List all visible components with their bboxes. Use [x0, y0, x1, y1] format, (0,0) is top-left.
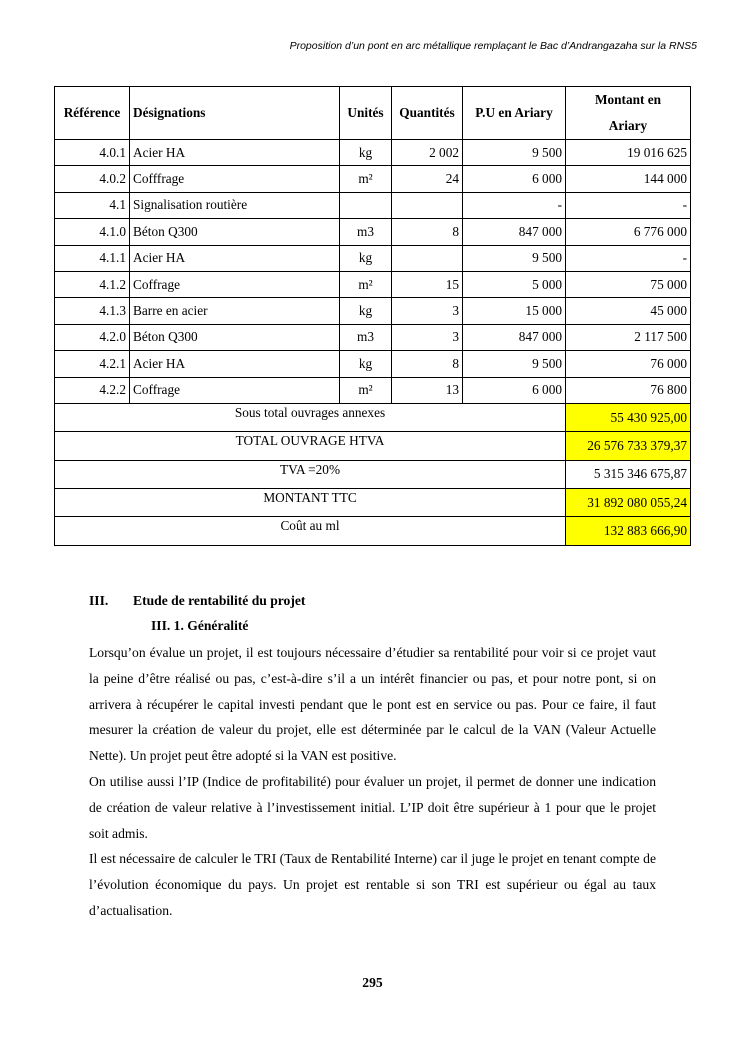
running-header: Proposition d’un pont en arc métallique remplaçant le Bac d’Andrangazaha sur la RNS5: [289, 40, 697, 52]
cell-amount: 19 016 625: [566, 140, 691, 166]
cell-designation: Signalisation routière: [130, 192, 340, 218]
summary-amount: 31 892 080 055,24: [566, 489, 691, 517]
paragraph: Il est nécessaire de calculer le TRI (Taux de Rentabilité Interne) car il juge le projet en tenant compte de l’évolution économique du pays. Un projet est rentable si son TRI est supérieur ou égal au taux d’actualisation.: [89, 851, 656, 918]
cell-unit: m3: [340, 219, 392, 245]
section-title: Etude de rentabilité du projet: [133, 593, 306, 608]
cell-quantity: 13: [392, 377, 463, 403]
table-row: [55, 351, 691, 377]
section-number: III.: [89, 593, 109, 608]
cell-quantity: 3: [392, 324, 463, 350]
cell-reference: 4.1.0: [55, 219, 130, 245]
table-row: [55, 298, 691, 324]
section-heading: [89, 593, 657, 609]
page-number: 295: [362, 975, 383, 990]
cell-quantity: [392, 245, 463, 271]
cell-unit: m²: [340, 166, 392, 192]
col-amount-line2: Ariary: [608, 118, 648, 133]
cell-unit: [340, 192, 392, 218]
cell-quantity: 3: [392, 298, 463, 324]
cell-reference: 4.0.2: [55, 166, 130, 192]
col-quantity: Quantités: [392, 87, 463, 140]
cell-amount: -: [566, 245, 691, 271]
body-text: [89, 640, 656, 924]
cell-unit: m²: [340, 271, 392, 297]
table-row: [55, 271, 691, 297]
summary-row: [55, 432, 691, 460]
summary-label: TOTAL OUVRAGE HTVA: [55, 432, 566, 460]
cell-reference: 4.1.2: [55, 271, 130, 297]
cell-amount: 76 800: [566, 377, 691, 403]
cell-amount: 2 117 500: [566, 324, 691, 350]
cell-designation: Coffrage: [130, 271, 340, 297]
cell-amount: 6 776 000: [566, 219, 691, 245]
cell-amount: -: [566, 192, 691, 218]
cell-unit-price: 847 000: [463, 324, 566, 350]
table-row: [55, 219, 691, 245]
cell-amount: 45 000: [566, 298, 691, 324]
summary-row: [55, 517, 691, 545]
summary-amount: 132 883 666,90: [566, 517, 691, 545]
cell-quantity: 8: [392, 219, 463, 245]
summary-label: TVA =20%: [55, 460, 566, 488]
cell-reference: 4.2.0: [55, 324, 130, 350]
cell-designation: Béton Q300: [130, 324, 340, 350]
table-row: [55, 245, 691, 271]
paragraph: On utilise aussi l’IP (Indice de profitabilité) pour évaluer un projet, il permet de donner une indication de création de valeur relative à l’investissement initial. L’IP doit être supérieur à 1 pour que le projet soit admis.: [89, 773, 656, 841]
cell-reference: 4.0.1: [55, 140, 130, 166]
cell-amount: 75 000: [566, 271, 691, 297]
cell-designation: Cofffrage: [130, 166, 340, 192]
cell-reference: 4.1: [55, 192, 130, 218]
summary-label: Coût au ml: [55, 517, 566, 545]
summary-label: MONTANT TTC: [55, 489, 566, 517]
cell-unit-price: 15 000: [463, 298, 566, 324]
cell-quantity: [392, 192, 463, 218]
cell-reference: 4.1.1: [55, 245, 130, 271]
summary-amount: 26 576 733 379,37: [566, 432, 691, 460]
cell-reference: 4.2.2: [55, 377, 130, 403]
table-header-row: [55, 87, 691, 140]
summary-row: [55, 403, 691, 431]
cell-designation: Acier HA: [130, 140, 340, 166]
paragraph: Lorsqu’on évalue un projet, il est toujours nécessaire d’étudier sa rentabilité pour voir si ce projet vaut la peine d’être réalisé ou pas, c’est-à-dire s’il a un intérêt financier ou pas, et pour notre pont, si on arrivera à récupérer le capital investi pendant que le pont est en service ou pas. Pour ce faire, il faut mesurer la création de valeur du projet, elle est déterminée par le calcul de la VAN (Valeur Actuelle Nette). Un projet peut être adopté si la VAN est positive.: [89, 645, 656, 764]
cell-unit: kg: [340, 245, 392, 271]
col-designation: Désignations: [130, 87, 340, 140]
cell-unit: kg: [340, 298, 392, 324]
cell-designation: Acier HA: [130, 245, 340, 271]
table-row: [55, 140, 691, 166]
cell-reference: 4.2.1: [55, 351, 130, 377]
summary-row: [55, 460, 691, 488]
cell-unit: kg: [340, 351, 392, 377]
cell-unit: kg: [340, 140, 392, 166]
cell-designation: Barre en acier: [130, 298, 340, 324]
table-row: [55, 192, 691, 218]
cell-amount: 76 000: [566, 351, 691, 377]
table-row: [55, 324, 691, 350]
summary-label: Sous total ouvrages annexes: [55, 403, 566, 431]
summary-row: [55, 489, 691, 517]
cell-unit-price: 6 000: [463, 166, 566, 192]
col-amount: [566, 87, 691, 140]
table-row: [55, 377, 691, 403]
cell-unit-price: 6 000: [463, 377, 566, 403]
cell-unit-price: 9 500: [463, 140, 566, 166]
cell-quantity: 24: [392, 166, 463, 192]
cell-unit-price: 9 500: [463, 245, 566, 271]
cell-unit-price: 9 500: [463, 351, 566, 377]
cell-quantity: 15: [392, 271, 463, 297]
table-row: [55, 166, 691, 192]
cell-designation: Coffrage: [130, 377, 340, 403]
summary-amount: 5 315 346 675,87: [566, 460, 691, 488]
cell-designation: Acier HA: [130, 351, 340, 377]
summary-amount: 55 430 925,00: [566, 403, 691, 431]
cell-unit: m3: [340, 324, 392, 350]
col-reference: Référence: [55, 87, 130, 140]
col-unit: Unités: [340, 87, 392, 140]
cell-reference: 4.1.3: [55, 298, 130, 324]
col-amount-line1: Montant en: [594, 92, 662, 107]
cell-unit-price: 5 000: [463, 271, 566, 297]
col-unit-price: P.U en Ariary: [463, 87, 566, 140]
cell-unit-price: 847 000: [463, 219, 566, 245]
subsection-title: III. 1. Généralité: [151, 618, 249, 633]
cell-quantity: 2 002: [392, 140, 463, 166]
cell-unit: m²: [340, 377, 392, 403]
cell-unit-price: -: [463, 192, 566, 218]
cell-designation: Béton Q300: [130, 219, 340, 245]
cell-quantity: 8: [392, 351, 463, 377]
cost-table: [54, 86, 691, 546]
cell-amount: 144 000: [566, 166, 691, 192]
